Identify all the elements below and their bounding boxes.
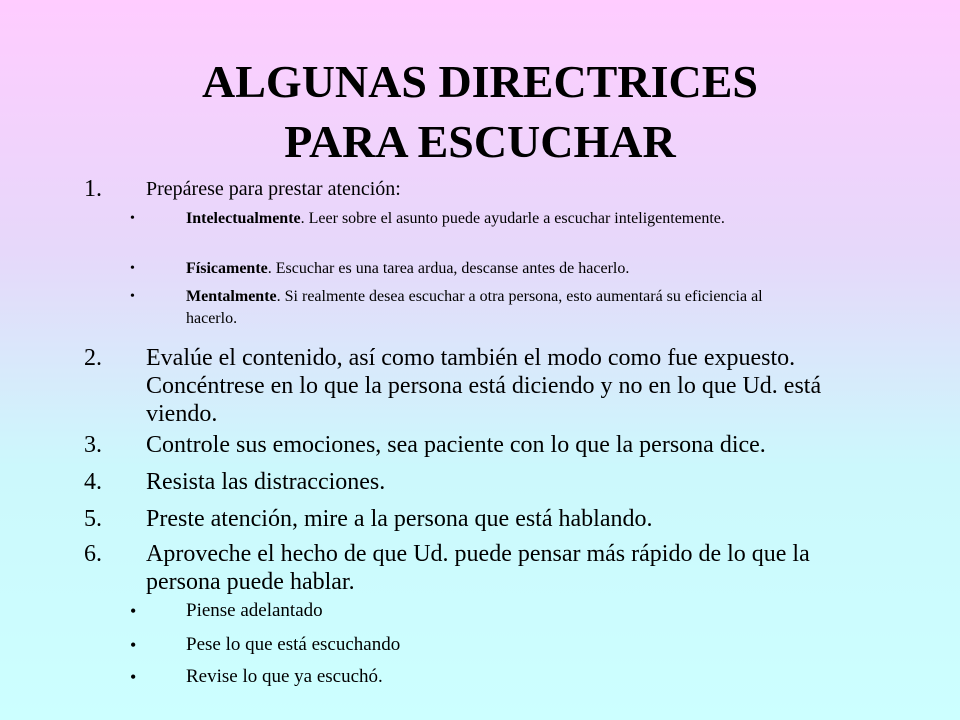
sub-item-text: Mentalmente. Si realmente desea escuchar a otra persona, esto aumentará su eficiencia al hacerlo. — [186, 288, 763, 327]
item-text: Prepárese para prestar atención: — [146, 178, 401, 200]
bullet-icon: • — [130, 261, 135, 276]
item-text: Preste atención, mire a la persona que está hablando. — [146, 506, 653, 532]
item-text: Resista las distracciones. — [146, 469, 386, 495]
sub-item-text: Intelectualmente. Leer sobre el asunto puede ayudarle a escuchar inteligentemente. — [186, 210, 725, 227]
sub-item-text: Revise lo que ya escuchó. — [186, 666, 383, 687]
item-number: 6. — [84, 541, 102, 567]
item-number: 3. — [84, 432, 102, 458]
sub-item-text: Pese lo que está escuchando — [186, 634, 401, 655]
bullet-icon: • — [130, 211, 135, 226]
item-number: 2. — [84, 345, 102, 371]
item-number: 4. — [84, 469, 102, 495]
sub-item-text: Físicamente. Escuchar es una tarea ardua, descanse antes de hacerlo. — [186, 260, 630, 277]
bullet-icon: • — [130, 667, 137, 687]
sub-item-text: Piense adelantado — [186, 600, 323, 621]
item-text: Controle sus emociones, sea paciente con lo que la persona dice. — [146, 432, 766, 458]
item-number: 1. — [84, 176, 102, 202]
bullet-icon: • — [130, 601, 137, 621]
item-text: Evalúe el contenido, así como también el modo como fue expuesto. Concéntrese en lo que la persona está diciendo y no en lo que Ud. está viendo. — [146, 345, 822, 427]
item-text: Aproveche el hecho de que Ud. puede pensar más rápido de lo que la persona puede hablar. — [146, 541, 810, 595]
title-line-1: ALGUNAS DIRECTRICES — [202, 56, 758, 107]
item-number: 5. — [84, 506, 102, 532]
title-line-2: PARA ESCUCHAR — [284, 116, 676, 167]
bullet-icon: • — [130, 289, 135, 304]
slide-title — [0, 52, 960, 172]
bullet-icon: • — [130, 635, 137, 655]
